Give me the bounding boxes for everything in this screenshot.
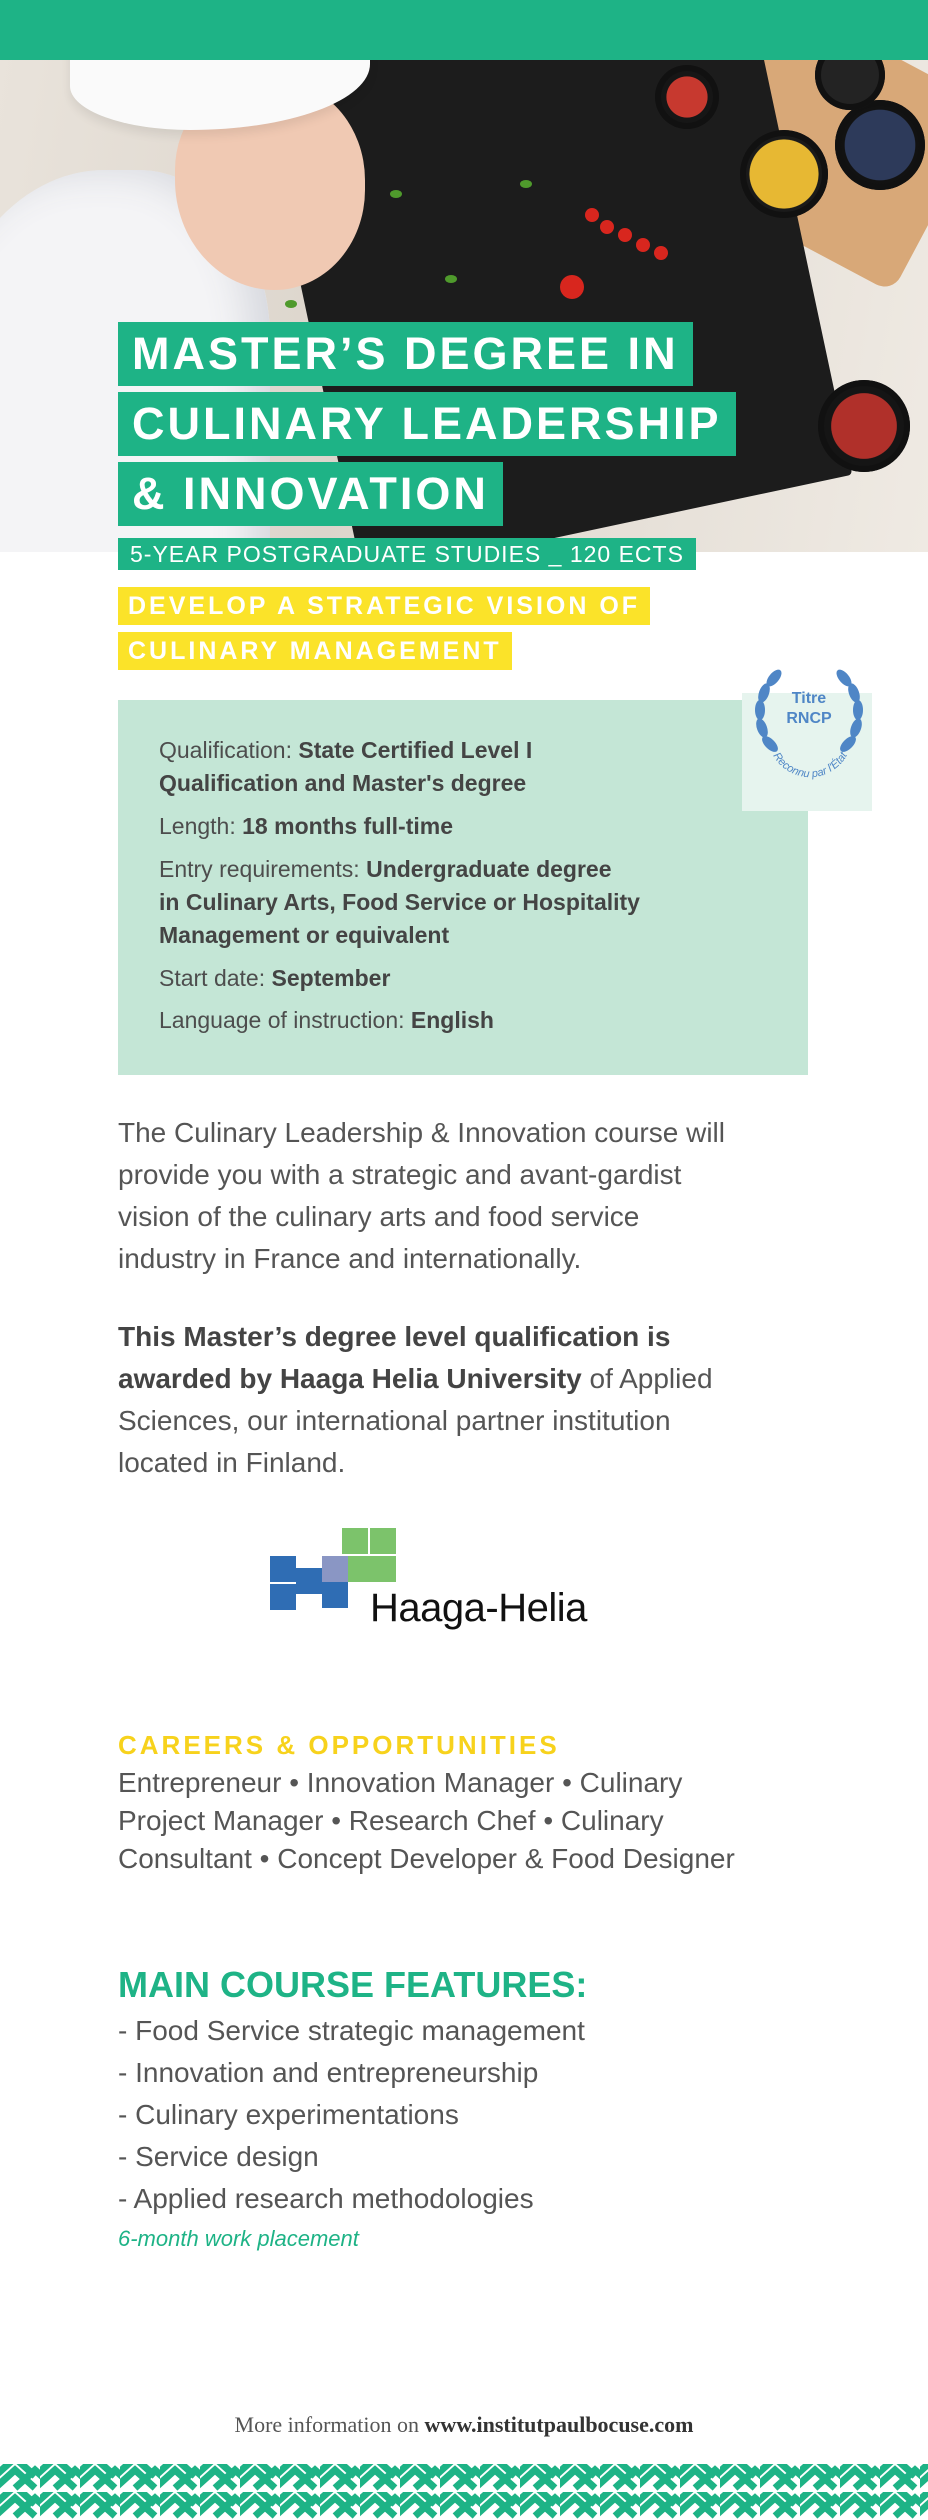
award-bold-text: This Master’s degree level qualification is <box>118 1321 671 1352</box>
feature-item: - Food Service strategic management <box>118 2015 585 2046</box>
svg-text:Reconnu par l'État <box>771 749 851 780</box>
blueberry-cup <box>835 100 925 190</box>
feature-item: - Culinary experimentations <box>118 2099 459 2130</box>
length-value: 18 months full-time <box>242 813 453 839</box>
chevron-pattern <box>0 2464 928 2520</box>
logo-square <box>296 1568 322 1594</box>
intro-line: vision of the culinary arts and food service <box>118 1201 640 1232</box>
award-text: of Applied <box>581 1363 713 1394</box>
more-info-footer <box>0 2412 928 2438</box>
entry-label: Entry requirements: <box>159 856 367 882</box>
title-line: CULINARY LEADERSHIP <box>118 392 736 456</box>
logo-square <box>342 1528 368 1554</box>
strawberry-cup <box>818 380 910 472</box>
language-row <box>159 1004 719 1037</box>
herb-leaf <box>285 300 297 308</box>
website-link[interactable]: www.institutpaulbocuse.com <box>424 2412 694 2437</box>
entry-value: Management or equivalent <box>159 922 450 948</box>
title-line: & INNOVATION <box>118 462 503 526</box>
intro-paragraph <box>118 1112 818 1280</box>
logo-square <box>270 1556 296 1582</box>
features-heading: MAIN COURSE FEATURES: <box>118 1964 588 2005</box>
award-text: Sciences, our international partner institution <box>118 1405 671 1436</box>
careers-list <box>118 1764 818 1878</box>
berry <box>560 275 584 299</box>
logo-square <box>370 1556 396 1582</box>
rncp-badge <box>740 658 878 781</box>
herb-leaf <box>445 275 457 283</box>
rncp-label-text: RNCP <box>786 710 832 727</box>
start-date-row <box>159 962 719 995</box>
qualification-value: Qualification and Master's degree <box>159 770 527 796</box>
intro-line: industry in France and internationally. <box>118 1243 582 1274</box>
page-title <box>118 322 736 532</box>
top-color-bar <box>0 0 928 60</box>
red-cup <box>655 65 719 129</box>
vision-banner-line: DEVELOP A STRATEGIC VISION OF <box>118 587 650 625</box>
herb-leaf <box>520 180 532 188</box>
award-text: located in Finland. <box>118 1447 346 1478</box>
berry <box>600 220 614 234</box>
careers-heading: CAREERS & OPPORTUNITIES <box>118 1730 560 1760</box>
program-info-box <box>118 700 808 1075</box>
length-label: Length: <box>159 813 243 839</box>
start-value: September <box>271 965 391 991</box>
logo-square <box>370 1528 396 1554</box>
berry <box>585 208 599 222</box>
features-list <box>118 2010 818 2220</box>
feature-item: - Innovation and entrepreneurship <box>118 2057 539 2088</box>
haaga-helia-wordmark: Haaga-Helia <box>370 1586 587 1630</box>
intro-line: The Culinary Leadership & Innovation course will <box>118 1117 725 1148</box>
program-subtitle: 5-YEAR POSTGRADUATE STUDIES _ 120 ECTS <box>118 538 696 570</box>
logo-square <box>322 1556 348 1582</box>
entry-value: Undergraduate degree <box>366 856 612 882</box>
berry <box>618 228 632 242</box>
rncp-titre-text: Titre <box>791 690 827 707</box>
language-value: English <box>410 1007 494 1033</box>
entry-value: in Culinary Arts, Food Service or Hospitality <box>159 889 640 915</box>
sauce-cup <box>740 130 828 218</box>
award-paragraph <box>118 1316 818 1484</box>
title-line: MASTER’S DEGREE IN <box>118 322 693 386</box>
entry-requirements-row <box>159 853 719 952</box>
feature-item: - Service design <box>118 2141 319 2172</box>
herb-leaf <box>390 190 402 198</box>
vision-banner-line: CULINARY MANAGEMENT <box>118 632 512 670</box>
intro-line: provide you with a strategic and avant-gardist <box>118 1159 682 1190</box>
award-bold-text: awarded by Haaga Helia University <box>118 1363 582 1394</box>
rncp-arc-text: Reconnu par l'État <box>770 750 850 781</box>
careers-line: Project Manager • Research Chef • Culinary <box>118 1805 664 1836</box>
language-label: Language of instruction: <box>159 1007 411 1033</box>
logo-square <box>270 1584 296 1610</box>
logo-square <box>322 1582 348 1608</box>
berry <box>636 238 650 252</box>
qualification-row <box>159 734 719 800</box>
berry <box>654 246 668 260</box>
rncp-arc-caption <box>740 658 878 798</box>
decorative-chevron-band <box>0 2464 928 2520</box>
more-info-label: More information on <box>234 2412 425 2437</box>
start-label: Start date: <box>159 965 272 991</box>
qualification-value: State Certified Level I <box>298 737 533 763</box>
feature-item: - Applied research methodologies <box>118 2183 534 2214</box>
work-placement-note: 6-month work placement <box>118 2226 359 2251</box>
careers-line: Consultant • Concept Developer & Food Designer <box>118 1843 735 1874</box>
careers-line: Entrepreneur • Innovation Manager • Culinary <box>118 1767 683 1798</box>
qualification-label: Qualification: <box>159 737 299 763</box>
haaga-helia-logo <box>270 1528 630 1648</box>
logo-square <box>346 1556 372 1582</box>
length-row <box>159 810 719 843</box>
